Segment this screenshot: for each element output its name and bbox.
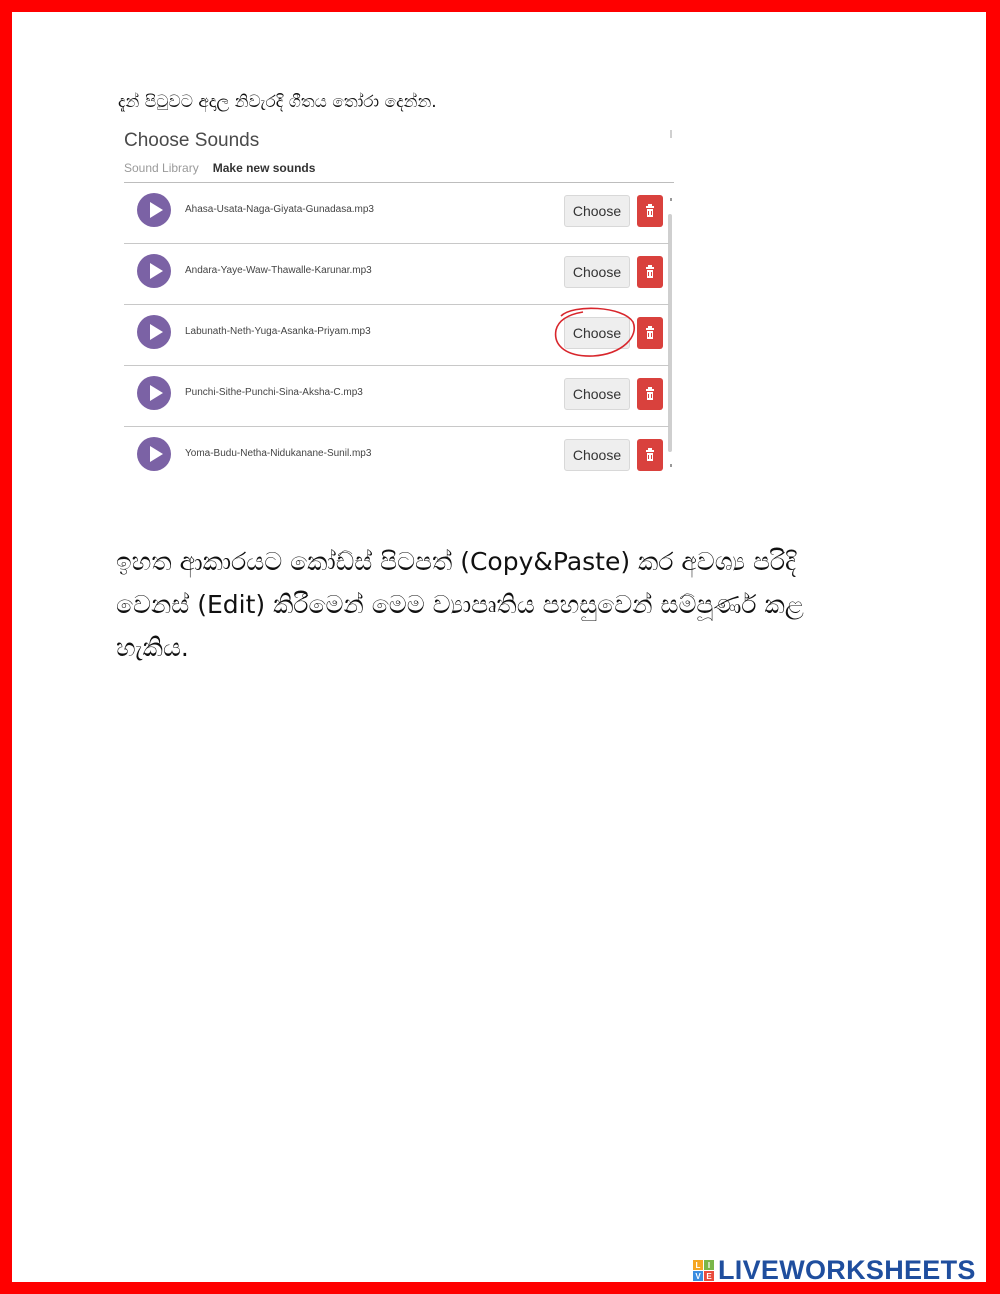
logo-mark	[693, 1260, 714, 1281]
sound-file-name: Ahasa-Usata-Naga-Giyata-Gunadasa.mp3	[185, 204, 374, 215]
sound-file-name: Yoma-Budu-Netha-Nidukanane-Sunil.mp3	[185, 448, 372, 459]
choose-button[interactable]: Choose	[564, 256, 630, 288]
sound-file-name: Andara-Yaye-Waw-Thawalle-Karunar.mp3	[185, 265, 372, 276]
scroll-down-arrow[interactable]	[670, 464, 672, 467]
play-icon[interactable]	[137, 315, 171, 349]
logo-letter: V	[693, 1271, 703, 1281]
logo-letter: E	[704, 1271, 714, 1281]
panel-edge-mark	[670, 130, 672, 138]
sound-file-name: Labunath-Neth-Yuga-Asanka-Priyam.mp3	[185, 326, 371, 337]
play-icon[interactable]	[137, 254, 171, 288]
play-icon[interactable]	[137, 193, 171, 227]
instruction-main: ඉහත ආකාරයට කෝඩ්ස් පිටපත් (Copy&Paste) කර අවශ්‍ය පරිදි වෙනස් (Edit) කිරීමෙන් මෙම ව්‍යාපෘතිය පහසුවෙන් සම්පූර්ණ කළ හැකිය.	[116, 547, 804, 662]
trash-icon[interactable]	[637, 317, 663, 349]
trash-icon[interactable]	[637, 378, 663, 410]
sound-row	[124, 244, 669, 305]
sound-row	[124, 305, 669, 366]
choose-button[interactable]: Choose	[564, 195, 630, 227]
trash-icon[interactable]	[637, 256, 663, 288]
choose-button[interactable]: Choose	[564, 439, 630, 471]
logo-letter: L	[693, 1260, 703, 1270]
sound-file-name: Punchi-Sithe-Punchi-Sina-Aksha-C.mp3	[185, 387, 363, 398]
tab-sound-library[interactable]: Sound Library	[124, 161, 199, 175]
choose-sounds-panel	[118, 122, 678, 472]
sound-row	[124, 183, 669, 244]
tab-make-new-sounds[interactable]: Make new sounds	[212, 161, 316, 175]
panel-title: Choose Sounds	[124, 130, 260, 151]
sound-row	[124, 366, 669, 427]
trash-icon[interactable]	[637, 439, 663, 471]
play-icon[interactable]	[137, 437, 171, 471]
scroll-up-arrow[interactable]	[670, 198, 672, 201]
sound-row	[124, 427, 669, 472]
choose-button-highlighted[interactable]: Choose	[564, 317, 630, 349]
choose-button[interactable]: Choose	[564, 378, 630, 410]
logo-text: LIVEWORKSHEETS	[718, 1255, 976, 1285]
trash-icon[interactable]	[637, 195, 663, 227]
instruction-top: දැන් පිටුවට අදාල නිවැරදි ගීතය තෝරා දෙන්න.	[118, 92, 437, 112]
sound-tabs	[124, 161, 315, 175]
play-icon[interactable]	[137, 376, 171, 410]
liveworksheets-logo	[693, 1255, 976, 1286]
logo-letter: I	[704, 1260, 714, 1270]
